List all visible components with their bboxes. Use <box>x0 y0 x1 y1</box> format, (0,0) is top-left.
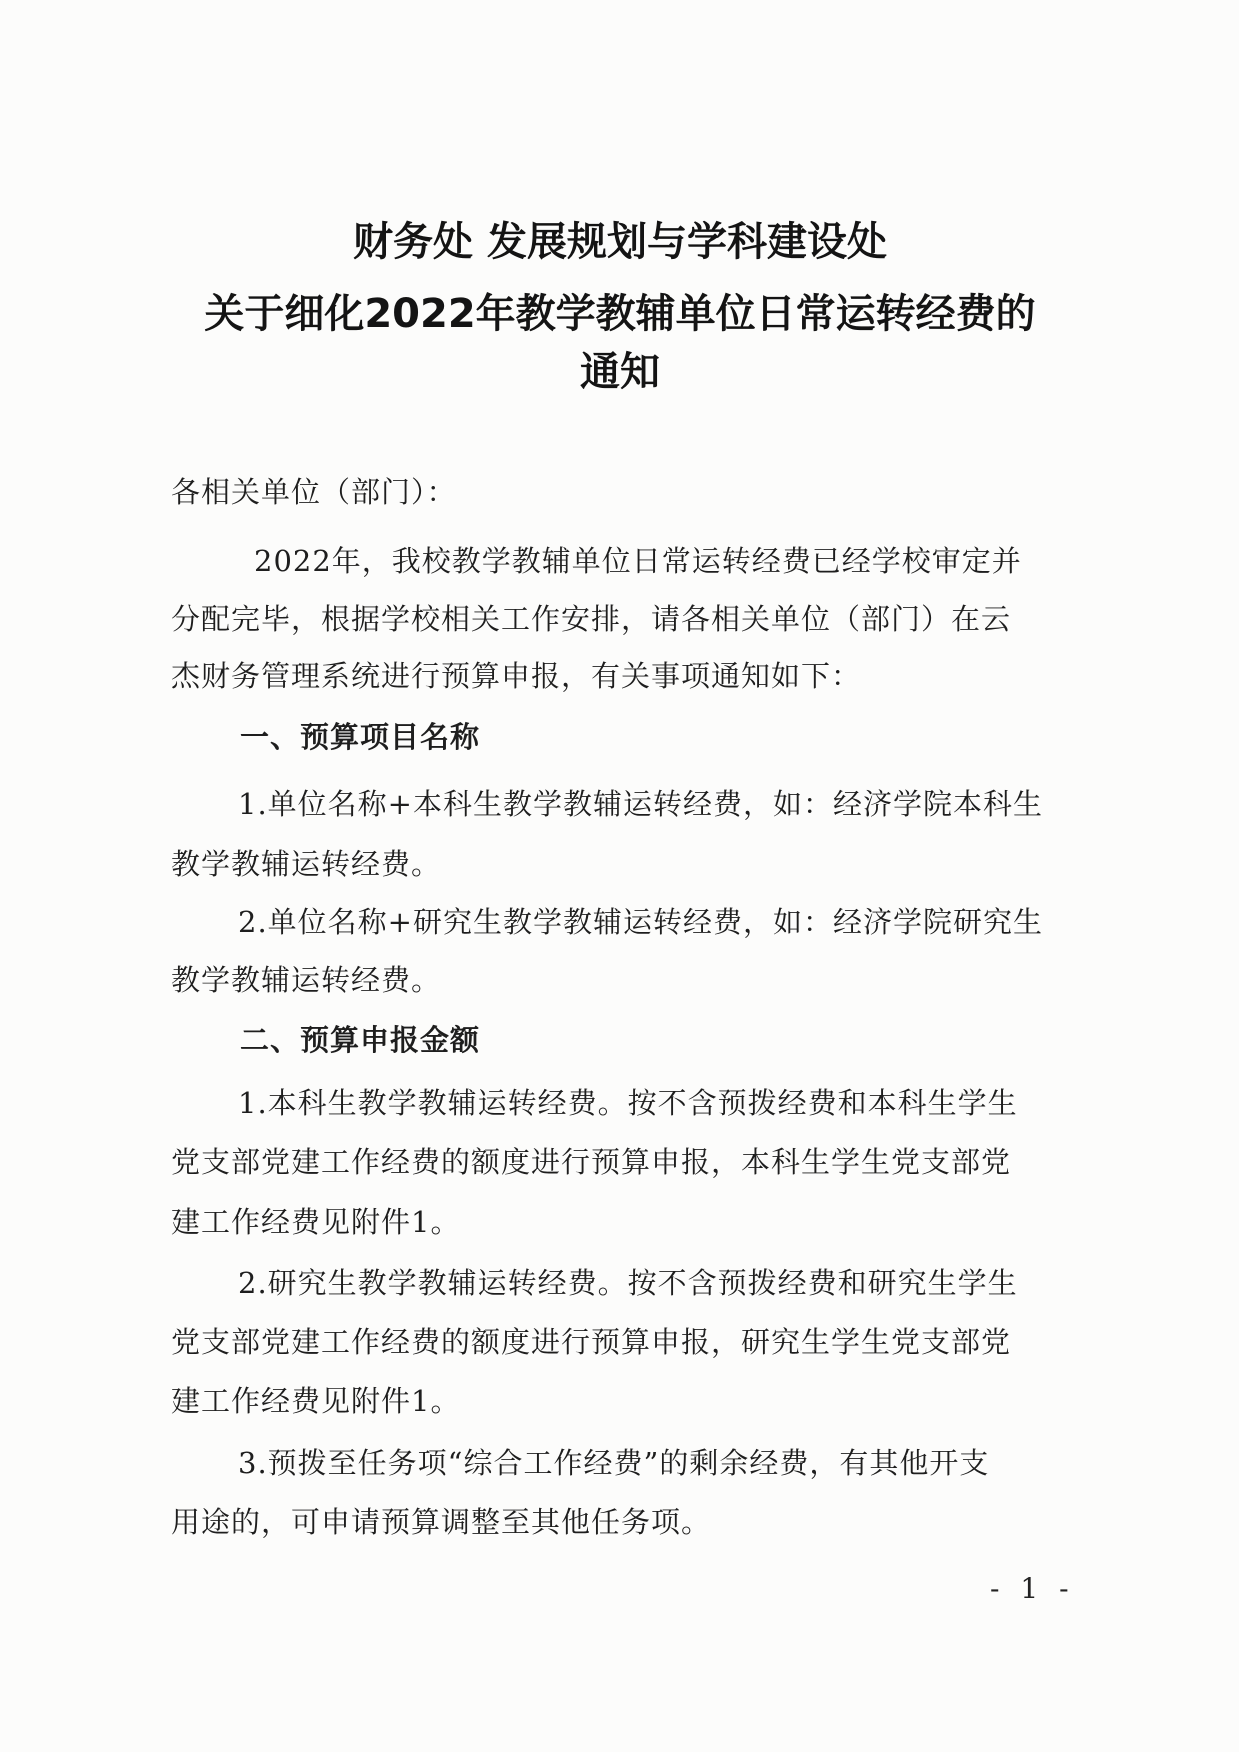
section1-item2-line2: 教学教辅运转经费。 <box>171 963 442 997</box>
section1-item1-line2: 教学教辅运转经费。 <box>171 847 442 881</box>
section2-item3-line1: 3.预拨至任务项“综合工作经费”的剩余经费，有其他开支 <box>238 1446 990 1480</box>
section2-item2-line3: 建工作经费见附件1。 <box>171 1384 461 1418</box>
salutation: 各相关单位（部门）： <box>171 475 457 509</box>
section1-item1-line1: 1.单位名称+本科生教学教辅运转经费，如：经济学院本科生 <box>238 787 1043 821</box>
title-line-3: 通知 <box>580 349 660 395</box>
title-line-2: 关于细化2022年教学教辅单位日常运转经费的 <box>204 291 1036 337</box>
intro-line-1: 2022年，我校教学教辅单位日常运转经费已经学校审定并 <box>254 544 1022 578</box>
title-line-1: 财务处 发展规划与学科建设处 <box>353 219 887 265</box>
section2-item1-line3: 建工作经费见附件1。 <box>171 1205 461 1239</box>
section1-item2-line1: 2.单位名称+研究生教学教辅运转经费，如：经济学院研究生 <box>238 905 1043 939</box>
intro-line-3: 杰财务管理系统进行预算申报，有关事项通知如下： <box>171 659 862 693</box>
section2-item3-line2: 用途的，可申请预算调整至其他任务项。 <box>171 1505 712 1539</box>
intro-line-2: 分配完毕，根据学校相关工作安排，请各相关单位（部门）在云 <box>171 602 1012 636</box>
page-number: - 1 - <box>990 1572 1075 1605</box>
section1-heading: 一、预算项目名称 <box>240 720 481 754</box>
section2-item2-line2: 党支部党建工作经费的额度进行预算申报，研究生学生党支部党 <box>171 1325 1012 1359</box>
section2-item2-line1: 2.研究生教学教辅运转经费。按不含预拨经费和研究生学生 <box>238 1266 1018 1300</box>
section2-item1-line2: 党支部党建工作经费的额度进行预算申报，本科生学生党支部党 <box>171 1145 1012 1179</box>
section2-heading: 二、预算申报金额 <box>240 1023 481 1057</box>
section2-item1-line1: 1.本科生教学教辅运转经费。按不含预拨经费和本科生学生 <box>238 1086 1018 1120</box>
